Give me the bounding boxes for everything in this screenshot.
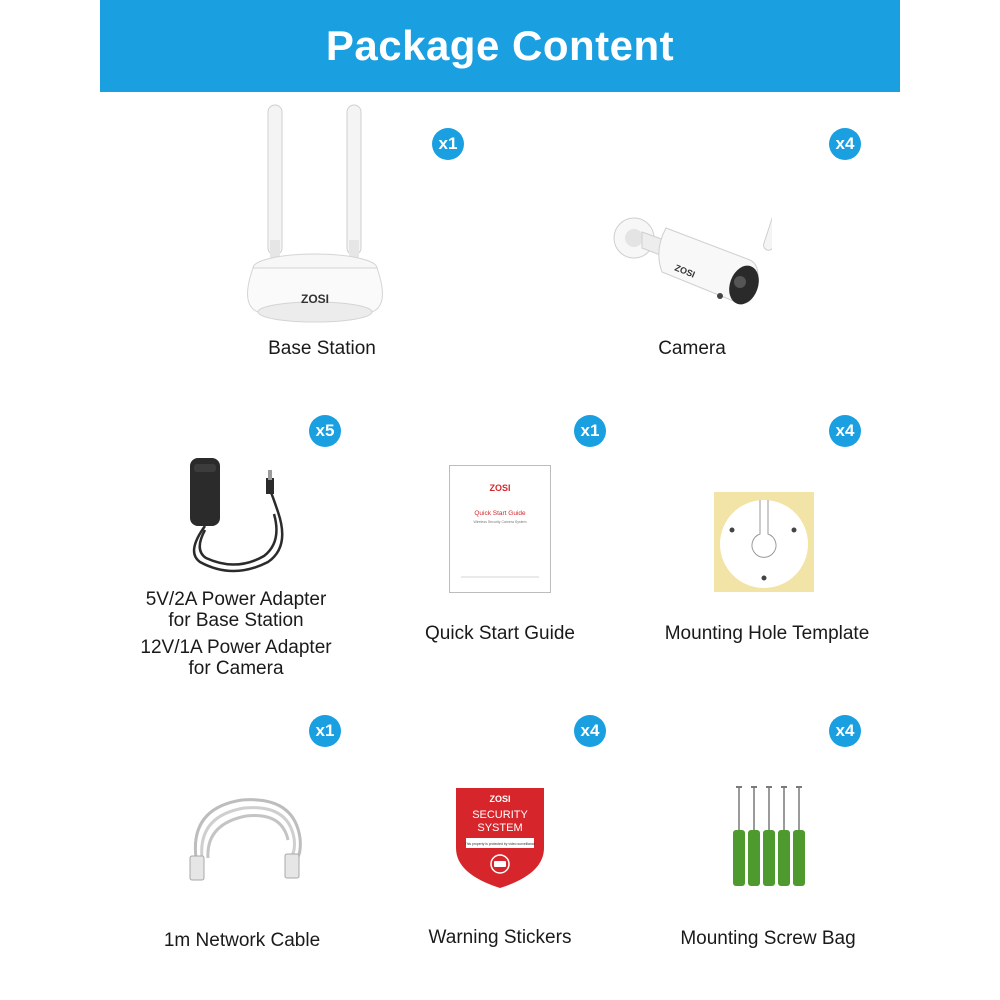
- svg-text:ZOSI: ZOSI: [300, 292, 330, 306]
- camera-image: [612, 100, 772, 320]
- quantity-badge: x4: [829, 415, 861, 447]
- item-label-camera: Camera: [658, 338, 726, 359]
- warning-sticker-image: [452, 782, 548, 890]
- label-line: 12V/1A Power Adapter: [140, 637, 332, 658]
- label-line: for Base Station: [168, 610, 304, 631]
- svg-text:SYSTEM: SYSTEM: [477, 822, 523, 834]
- power-adapter-image: [178, 452, 298, 577]
- quantity-badge: x5: [309, 415, 341, 447]
- svg-text:This property is protected by: This property is protected by video surveillance: [464, 842, 536, 846]
- svg-text:ZOSI: ZOSI: [489, 483, 511, 493]
- quantity-badge: x1: [574, 415, 606, 447]
- item-label-warning-stickers: Warning Stickers: [428, 927, 572, 948]
- svg-text:Quick Start Guide: Quick Start Guide: [474, 510, 526, 517]
- label-line: for Camera: [188, 658, 284, 679]
- quantity-badge: x4: [829, 128, 861, 160]
- item-label-power-adapter: [140, 589, 331, 679]
- svg-text:Wireless Security Camera Syste: Wireless Security Camera System: [473, 520, 527, 524]
- quantity-badge: x1: [432, 128, 464, 160]
- svg-text:ZOSI: ZOSI: [489, 794, 511, 804]
- item-label-mounting-screw-bag: Mounting Screw Bag: [680, 928, 856, 949]
- base-station-image: [230, 100, 400, 330]
- quantity-badge: x4: [829, 715, 861, 747]
- svg-text:ZOSI: ZOSI: [673, 262, 697, 280]
- item-label-base-station: Base Station: [268, 338, 376, 359]
- quick-start-guide-image: [449, 465, 551, 593]
- header-banner: [100, 0, 900, 92]
- quantity-badge: x4: [574, 715, 606, 747]
- item-label-mounting-hole-template: Mounting Hole Template: [664, 623, 870, 644]
- item-label-quick-start-guide: Quick Start Guide: [425, 623, 575, 644]
- svg-text:SECURITY: SECURITY: [472, 809, 528, 821]
- quantity-badge: x1: [309, 715, 341, 747]
- network-cable-image: [182, 788, 310, 888]
- page-title: Package Content: [325, 22, 675, 69]
- mounting-template-image: [714, 492, 814, 592]
- screw-bag-image: [722, 782, 818, 892]
- label-line: 5V/2A Power Adapter: [145, 589, 327, 610]
- item-label-network-cable: 1m Network Cable: [163, 930, 321, 951]
